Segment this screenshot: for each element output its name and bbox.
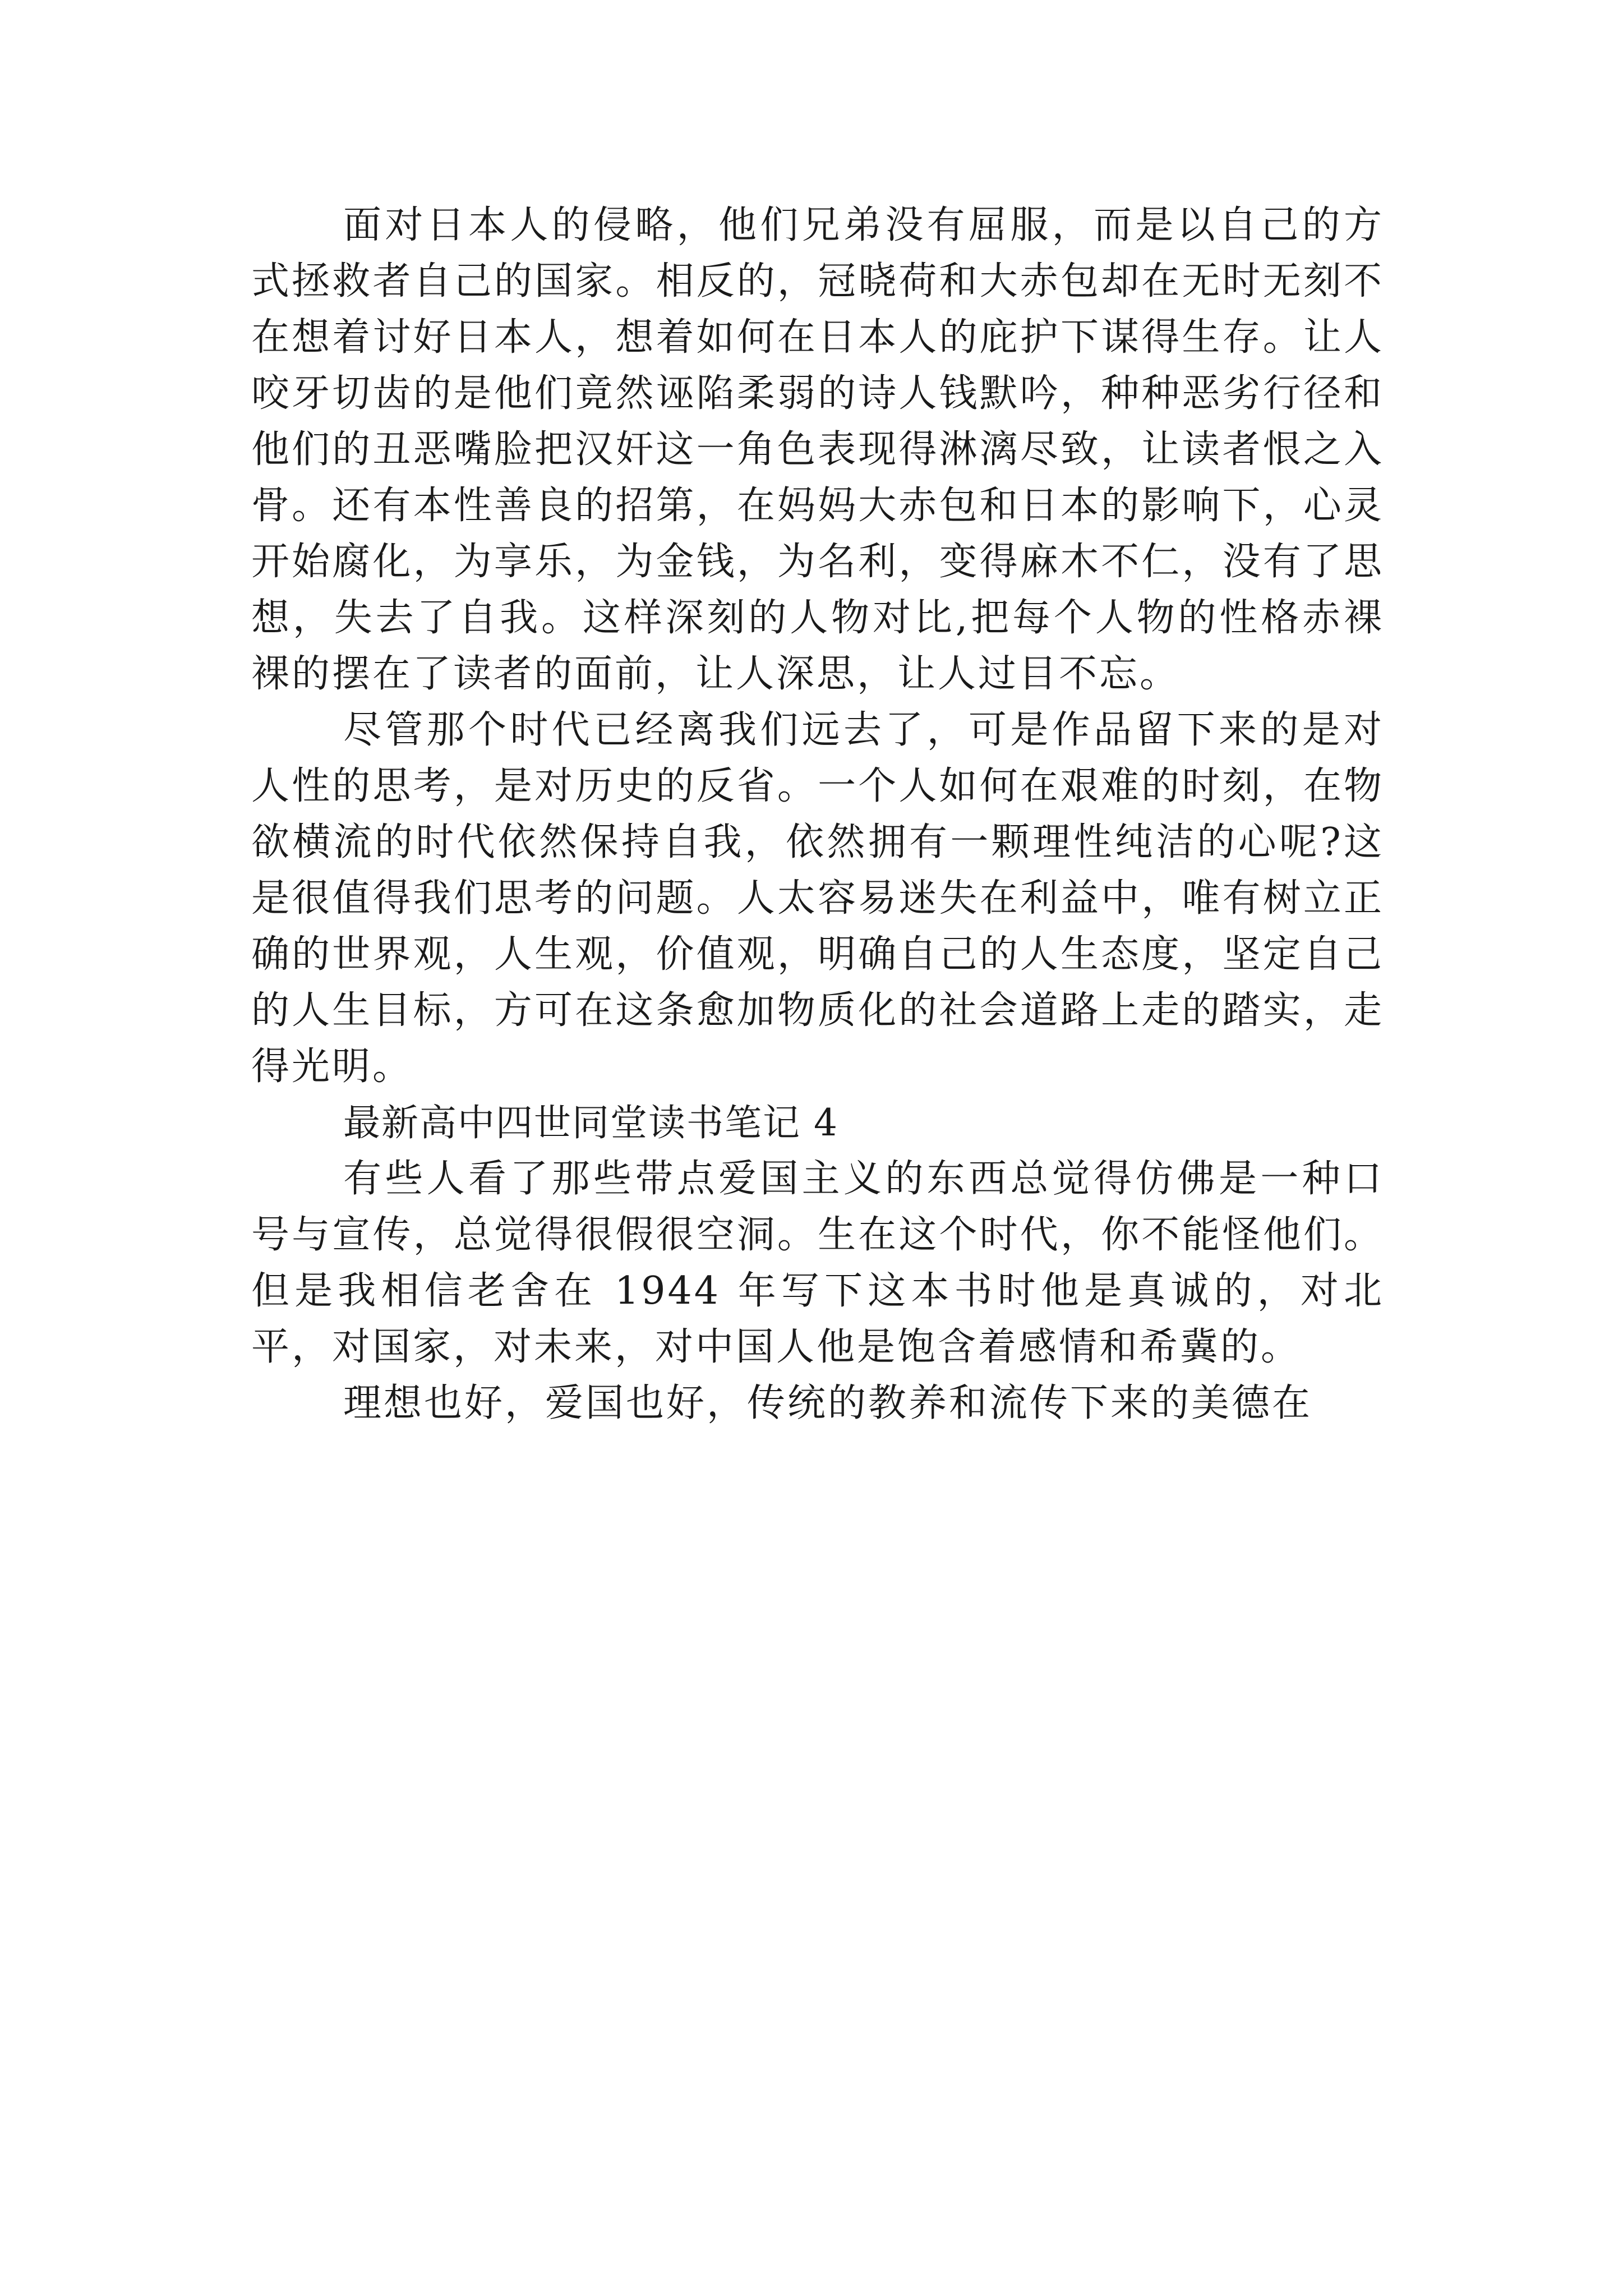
section-heading: 最新高中四世同堂读书笔记 4	[343, 1101, 838, 1144]
document-body	[251, 197, 1384, 1432]
paragraph-3: 有些人看了那些带点爱国主义的东西总觉得仿佛是一种口号与宣传，总觉得很假很空洞。生在这个时代，你不能怪他们。但是我相信老舍在 1944 年写下这本书时他是真诚的，对北平，对国家，对未来，对中国人他是饱含着感情和希冀的。	[251, 1157, 1384, 1369]
paragraph-4: 理想也好，爱国也好，传统的教养和流传下来的美德在	[343, 1381, 1313, 1425]
paragraph-1: 面对日本人的侵略，他们兄弟没有屈服，而是以自己的方式拯救者自己的国家。相反的，冠晓荷和大赤包却在无时无刻不在想着讨好日本人，想着如何在日本人的庇护下谋得生存。让人咬牙切齿的是他们竟然诬陷柔弱的诗人钱默吟，种种恶劣行径和他们的丑恶嘴脸把汉奸这一角色表现得淋漓尽致，让读者恨之入骨。还有本性善良的招第，在妈妈大赤包和日本的影响下，心灵开始腐化，为享乐，为金钱，为名利，变得麻木不仁，没有了思想，失去了自我。这样深刻的人物对比,把每个人物的性格赤裸裸的摆在了读者的面前，让人深思，让人过目不忘。	[251, 203, 1384, 696]
paragraph-2: 尽管那个时代已经离我们远去了，可是作品留下来的是对人性的思考，是对历史的反省。一个人如何在艰难的时刻，在物欲横流的时代依然保持自我，依然拥有一颗理性纯洁的心呢?这是很值得我们思考的问题。人太容易迷失在利益中，唯有树立正确的世界观，人生观，价值观，明确自己的人生态度，坚定自己的人生目标，方可在这条愈加物质化的社会道路上走的踏实，走得光明。	[251, 708, 1384, 1089]
